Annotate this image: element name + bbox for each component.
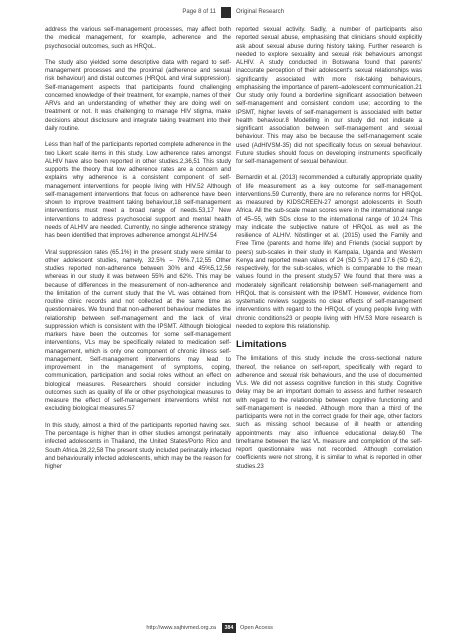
paragraph: reported sexual activity. Sadly, a number of participants also reported sexual abuse, emphasising that clinicians should explicitly ask about sexual abuse during history taking. Further research is needed to explore sexuality and sexual risk behaviours amongst ALHIV. A study conducted in Botswana found that parents' inaccurate perception of their adolescent's sexual relationships was significantly associated with more risk-taking behaviours, emphasising the importance of parent–adolescent communication.21 Our study only found a borderline significant association between self-management and consistent condom use; according to the IPSMT, higher levels of self-management is associated with better health behaviour.8 Modelling in our study did not indicate a significant association between self-management and sexual behaviour. This may also be because the self-management scale used (AdHIVSM-35) did not specifically focus on sexual behaviour. Future studies should focus on developing instruments specifically for self-management of sexual behaviour. [236, 26, 422, 165]
running-head [0, 6, 453, 18]
paragraph: Bernardin et al. (2013) recommended a culturally appropriate quality of life measurement as a key outcome for self-management interventions.59 Currently, there are no reference norms for HRQoL as measured by KIDSCREEN-27 amongst adolescents in South Africa. All the sub-scale mean scores were in the international range of 45–55, with SDs close to the international range of 10.24 This may indicate the subjective nature of HRQoL as well as the resilience of ALHIV. Nöstlinger et al. (2015) used the Family and Free Time (parents and home life) and Friends (social support by peers) sub-scales in their study in Kampala, Uganda and Western Kenya and reported mean values of 24 (SD 5.7) and 17.6 (SD 6.2), respectively, for the sub-scales, which is comparable to the mean values found in the present study.57 We found that there was a moderately significant relationship between self-management and HRQoL that is consistent with the IPSMT. However, evidence from systematic reviews suggests no clear effects of self-management interventions with regard to the HRQoL of young people living with chronic conditions23 or people living with HIV.53 More research is needed to explore this relationship. [236, 174, 422, 330]
open-access-label: Open Access [240, 625, 273, 631]
left-column [45, 26, 231, 471]
page-footer [0, 622, 453, 634]
journal-url-link[interactable]: http://www.sajhivmed.org.za [146, 625, 216, 631]
paragraph: Viral suppression rates (65.1%) in the present study were similar to other adolescent studies, namely, 32.5% – 76%.7,12,55 Other studies reported non-adherence between 30% and 45%5,12,56 whereas in our study it was between 55% and 62%. This may be because of differences in the measurement of non-adherence and the limitation of the current study that the VL was obtained from routine clinic records and not collected at the same time as questionnaires. We found that non-adherent behaviour mediates the relationship between self-management and the lack of viral suppression which is consistent with the IPSMT. Although biological markers have been the outcomes for some self-management interventions, VLs may be specifically related to medication self-management, which is only one component of chronic illness self-management. Self-management interventions may lead to improvement in the management of symptoms, coping, communication, participation and social roles without an effect on biological measures. Researchers should consider including outcomes such as quality of life or other psychological measures to measure the effect of self-management interventions whilst not excluding biological measures.57 [45, 248, 231, 413]
right-column [236, 26, 422, 471]
article-type: Original Research [236, 9, 285, 15]
page-label: Page 8 of 11 [182, 9, 216, 15]
paragraph: In this study, almost a third of the participants reported having sex. The percentage is higher than in other studies amongst perinatally infected adolescents in Thailand, the United States/Porto Rico and South Africa.28,22,58 The present study included perinatally infected and behaviourally infected adolescents, which may be the reason for higher [45, 421, 231, 470]
page-number: 384 [222, 623, 236, 633]
paragraph: The limitations of this study include the cross-sectional nature thereof, the reliance on self-report, specifically with regard to adherence and sexual risk behaviours, and the use of documented VLs. We did not assess cognitive function in this study. Cognitive delay may be an important domain to assess and further research with regard to the relationship between cognitive functioning and self-management is needed. Although more than a third of the participants were not in the correct grade for their age, other factors such as missing school because of ill health or attending appointments may also influence educational delay.60 The timeframe between the last VL measure and completion of the self-report questionnaire was not recorded. Although correlation coefficients were not strong, it is similar to what is reported in other studies.23 [236, 355, 422, 470]
paragraph: The study also yielded some descriptive data with regard to self-management processes and the proximal (adherence and sexual risk behaviour) and distal outcomes (HRQoL and viral suppression). Self-management aspects that participants found challenging concerned knowledge of their treatment, for example, names of their ARVs and an understanding of whether they are doing well on treatment or not. It was challenging to manage HIV stigma, make decisions about disclosure and integrate taking treatment into their daily routine. [45, 58, 231, 132]
paragraph: address the various self-management processes, may affect both the medical management, for example, adherence and the psychosocial outcomes, such as HRQoL. [45, 26, 231, 50]
header-separator-block [221, 7, 231, 18]
paragraph: Less than half of the participants reported complete adherence in the two Likert scale items in this study. Low adherence rates amongst ALHIV have also been reported in other studies.2,36,51 This study supports the theory that low adherence rates are a concern and explains why adherence is a consistent component of self-management interventions for people living with HIV.52 Although self-management interventions that focus on adherence have been shown to improve treatment taking behaviour,18 self-management interventions must meet a broad range of needs.53,17 New interventions to address psychosocial support and mental health needs of ALHIV are needed. Currently, no single adherence strategy has been identified that improves adherence amongst ALHIV.54 [45, 141, 231, 240]
limitations-heading: Limitations [236, 339, 287, 351]
